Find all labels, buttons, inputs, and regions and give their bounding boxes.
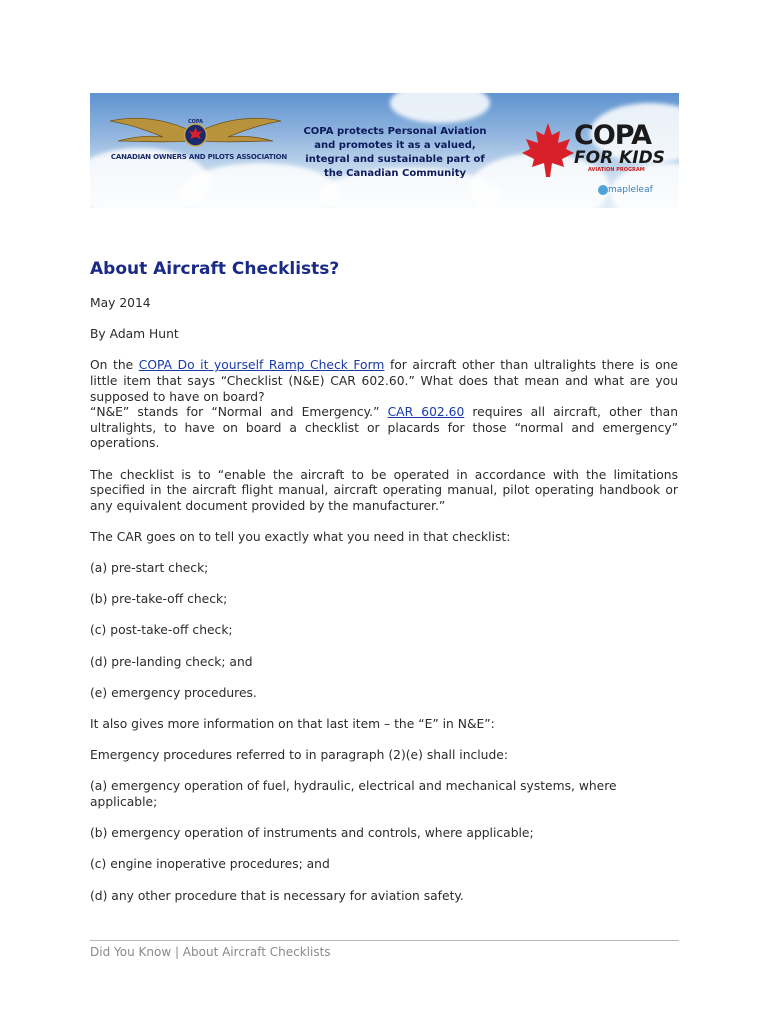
banner-tagline: COPA protects Personal Aviation and promotes it as a valued, integral and sustainable part of the Canadian Community [303,126,487,179]
header-banner [90,93,679,208]
sponsor-logo-icon [598,185,608,195]
emergency-intro-paragraph: It also gives more information on that last item – the “E” in N&E”: [90,717,495,732]
list-item: (b) pre-take-off check; [90,592,228,607]
wings-badge-label: COPA [188,119,203,125]
sponsor-name: mapleleaf [608,185,653,195]
intro-paragraph: On the COPA Do it yourself Ramp Check Form for aircraft other than ultralights there is one little item that says “Checklist (N&E) CAR 602.60.” What does that mean and what are you supposed to have on board? [90,358,678,404]
emergency-procedures-paragraph: Emergency procedures referred to in paragraph (2)(e) shall include: [90,748,508,763]
list-item: (d) any other procedure that is necessary for aviation safety. [90,888,464,903]
list-item: (e) emergency procedures. [90,685,257,700]
cloud-shape [390,93,490,123]
page-footer: Did You Know | About Aircraft Checklists [90,945,331,959]
list-item: (a) pre-start check; [90,561,209,576]
car-requirements-paragraph: The CAR goes on to tell you exactly what you need in that checklist: [90,529,511,544]
list-item: (c) post-take-off check; [90,623,233,638]
car-602-60-link[interactable]: CAR 602.60 [387,405,465,420]
article-title: About Aircraft Checklists? [90,259,340,279]
checklist-purpose-paragraph: The checklist is to “enable the aircraft to be operated in accordance with the limitations specified in the aircraft flight manual, aircraft operating manual, pilot operating handbook or any equivalent document provided by the manufacturer.” [90,467,678,513]
list-item: (d) pre-landing check; and [90,654,253,669]
maple-leaf-icon [518,119,578,179]
aviation-program-label: AVIATION PROGRAM [588,167,645,173]
article-date: May 2014 [90,296,151,310]
copa-kids-logo-forkids: FOR KIDS [574,148,665,168]
ne-paragraph: “N&E” stands for “Normal and Emergency.” CAR 602.60 requires all aircraft, other than ultralights, to have on board a checklist or placards for those “normal and emergency” operations. [90,405,679,451]
ramp-check-form-link[interactable]: COPA Do it yourself Ramp Check Form [138,358,385,373]
footer-divider [90,940,679,941]
article-author: By Adam Hunt [90,327,179,342]
article-body [90,296,678,920]
copa-wings-logo [108,111,283,156]
list-item: (a) emergency operation of fuel, hydraulic, electrical and mechanical systems, where applicable; [90,779,617,809]
list-item: (c) engine inoperative procedures; and [90,857,330,872]
copa-kids-logo-copa: COPA [574,120,651,151]
association-name: CANADIAN OWNERS AND PILOTS ASSOCIATION [110,153,288,161]
list-item: (b) emergency operation of instruments and controls, where applicable; [90,826,534,841]
